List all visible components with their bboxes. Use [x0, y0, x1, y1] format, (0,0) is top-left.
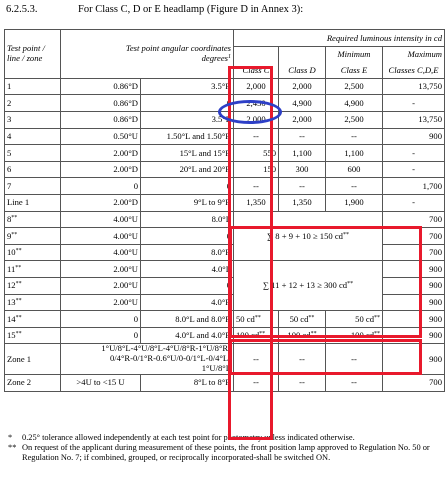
footnote-front-position-lamp — [6, 443, 442, 463]
horizontal-coordinate-cell: 4.0°L — [141, 261, 234, 278]
class-c-value — [234, 327, 279, 344]
class-c-value: -- — [234, 374, 279, 391]
header-classes-cde: Classes C,D,E — [383, 62, 445, 78]
footnote-mark: ** — [310, 331, 317, 338]
header-maximum: Maximum — [383, 46, 445, 62]
class-e-value: 1,100 — [326, 145, 383, 162]
maximum-value: 900 — [383, 128, 445, 145]
vertical-coordinate-cell: 4.00°U — [61, 211, 141, 228]
sum-formula: ∑ 11 + 12 + 13 ≥ 300 cd — [262, 280, 348, 291]
test-point-label: 8 — [7, 214, 12, 225]
class-d-value: -- — [279, 344, 326, 375]
sum-requirement-8-10 — [234, 211, 383, 261]
table-row — [5, 211, 445, 228]
test-point-cell: 6 — [5, 161, 61, 178]
luminous-intensity-table — [4, 29, 445, 392]
test-point-cell — [5, 228, 61, 245]
horizontal-coordinate-cell: 0 — [141, 178, 234, 195]
horizontal-coordinate-cell: 4.0°L and 4.0°R — [141, 327, 234, 344]
section-title: For Class C, D or E headlamp (Figure D in Annex 3): — [78, 4, 304, 15]
test-point-label: 10 — [7, 247, 16, 258]
class-d-value: 1,350 — [279, 194, 326, 211]
footnote-marker: ** — [8, 442, 17, 452]
header-minimum: Minimum — [326, 46, 383, 62]
footnote-mark: ** — [15, 314, 22, 321]
footnote-marker: * — [8, 433, 13, 442]
class-d-value: 2,000 — [279, 78, 326, 95]
class-e-value: 4,900 — [326, 95, 383, 112]
test-point-cell — [5, 211, 61, 228]
maximum-value: - — [383, 161, 445, 178]
header-required-intensity: Required luminous intensity in cd — [234, 30, 445, 47]
footnote-mark: ** — [308, 314, 315, 321]
vertical-coordinate-cell: 0.86°D — [61, 78, 141, 95]
maximum-value: - — [383, 95, 445, 112]
footnote-mark: ** — [259, 331, 266, 338]
header-coordinates-label: Test point angular coordinates — [125, 43, 231, 54]
test-point-label: 15 — [7, 330, 16, 341]
vertical-coordinate-cell: 4.00°U — [61, 228, 141, 245]
vertical-coordinate-cell: 2.00°U — [61, 294, 141, 311]
table-row — [5, 374, 445, 391]
footnote-text: On request of the applicant during measurement of these points, the front position lamp approved to Regulation No. 50 or Regulation No. 7; if combined, grouped, or reciprocally incorporated-shall be switched ON. — [22, 442, 430, 462]
footnote-mark: ** — [11, 231, 18, 238]
horizontal-coordinate-cell: 3.5°R — [141, 78, 234, 95]
class-e-value — [326, 311, 383, 328]
maximum-value: 700 — [383, 244, 445, 261]
vertical-coordinate-cell: >4U to <15 U — [61, 374, 141, 391]
vertical-coordinate-cell: 2.00°U — [61, 277, 141, 294]
table-row — [5, 327, 445, 344]
maximum-value: 700 — [383, 211, 445, 228]
test-point-cell — [5, 277, 61, 294]
sum-formula: ∑ 8 + 9 + 10 ≥ 150 cd — [267, 230, 343, 241]
maximum-value: 13,750 — [383, 78, 445, 95]
horizontal-coordinate-cell: 4.0°R — [141, 294, 234, 311]
class-e-value: -- — [326, 178, 383, 195]
class-c-value — [234, 311, 279, 328]
class-d-value — [279, 311, 326, 328]
footnote-mark: ** — [15, 264, 22, 271]
class-c-value: 1,350 — [234, 194, 279, 211]
value-text: 50 cd — [355, 313, 374, 324]
header-class-e: Class E — [326, 62, 383, 78]
table-row — [5, 194, 445, 211]
class-e-value: 600 — [326, 161, 383, 178]
test-point-cell — [5, 244, 61, 261]
test-point-cell — [5, 294, 61, 311]
class-d-value: -- — [279, 374, 326, 391]
table-row — [5, 111, 445, 128]
maximum-value: 900 — [383, 261, 445, 278]
class-c-value: 150 — [234, 161, 279, 178]
vertical-coordinate-cell: 2.00°D — [61, 145, 141, 162]
horizontal-coordinate-cell: 20°L and 20°R — [141, 161, 234, 178]
header-row-1 — [5, 30, 445, 47]
test-point-label: 12 — [7, 280, 16, 291]
horizontal-coordinate-cell: 8.0°L — [141, 211, 234, 228]
footnote-mark: ** — [11, 215, 18, 222]
table-row — [5, 261, 445, 278]
maximum-value: 13,750 — [383, 111, 445, 128]
horizontal-coordinate-cell: 0 — [141, 95, 234, 112]
class-c-value: 2,450 — [234, 95, 279, 112]
class-d-value — [279, 327, 326, 344]
value-text: 50 cd — [289, 313, 309, 324]
class-e-value: 2,500 — [326, 111, 383, 128]
value-text: 100 cd — [236, 330, 260, 341]
vertical-coordinate-cell: 0.86°D — [61, 111, 141, 128]
vertical-coordinate-cell: 2.00°D — [61, 161, 141, 178]
footnote-tolerance — [6, 433, 442, 443]
maximum-value: - — [383, 145, 445, 162]
value-text: 50 cd — [236, 313, 255, 324]
test-point-label: 13 — [7, 297, 16, 307]
table-row — [5, 145, 445, 162]
class-e-value — [326, 327, 383, 344]
table-row — [5, 161, 445, 178]
class-e-value: -- — [326, 128, 383, 145]
class-e-value: 2,500 — [326, 78, 383, 95]
horizontal-coordinate-cell: 8.0°R — [141, 244, 234, 261]
table-row — [5, 344, 445, 375]
class-d-value: 2,000 — [279, 111, 326, 128]
horizontal-coordinate-cell: 15°L and 15°R — [141, 145, 234, 162]
value-text: 100 cd — [287, 330, 311, 341]
footnote-mark: ** — [254, 314, 261, 321]
table-row — [5, 128, 445, 145]
header-class-d: Class D — [279, 62, 326, 78]
header-degrees-footnote-mark: 1 — [228, 53, 231, 60]
footnote-text: 0.25° tolerance allowed independently at each test point for photometry unless indicated otherwise. — [22, 433, 355, 442]
footnote-mark: ** — [342, 231, 349, 238]
maximum-value: 900 — [383, 344, 445, 375]
test-point-cell: 7 — [5, 178, 61, 195]
class-e-value: -- — [326, 344, 383, 375]
table-row — [5, 311, 445, 328]
section-heading — [6, 4, 303, 15]
maximum-value: 700 — [383, 374, 445, 391]
test-point-cell — [5, 327, 61, 344]
maximum-value: 900 — [383, 327, 445, 344]
maximum-value: 900 — [383, 311, 445, 328]
maximum-value: - — [383, 194, 445, 211]
vertical-coordinate-cell: 0.50°U — [61, 128, 141, 145]
test-point-label: 11 — [7, 263, 16, 274]
vertical-coordinate-cell: 0.86°D — [61, 95, 141, 112]
footnote-mark: ** — [347, 281, 354, 288]
value-text: 100 cd — [350, 330, 374, 341]
test-point-cell: 5 — [5, 145, 61, 162]
vertical-coordinate-cell: 0 — [61, 311, 141, 328]
class-c-value: 2,000 — [234, 111, 279, 128]
maximum-value: 900 — [383, 277, 445, 294]
vertical-coordinate-cell: 0 — [61, 178, 141, 195]
vertical-coordinate-cell: 2.00°D — [61, 194, 141, 211]
horizontal-coordinate-cell: 1.50°L and 1.50°R — [141, 128, 234, 145]
class-c-value: 2,000 — [234, 78, 279, 95]
table-row — [5, 95, 445, 112]
class-c-value: -- — [234, 344, 279, 375]
horizontal-coordinate-cell: 0 — [141, 228, 234, 245]
header-class-c: Class C — [234, 62, 279, 78]
maximum-value: 900 — [383, 294, 445, 311]
maximum-value: 700 — [383, 228, 445, 245]
class-c-value: -- — [234, 178, 279, 195]
horizontal-coordinate-cell: 8.0°L and 8.0°R — [141, 311, 234, 328]
test-point-cell: Zone 2 — [5, 374, 61, 391]
vertical-coordinate-cell: 4.00°U — [61, 244, 141, 261]
class-d-value: -- — [279, 128, 326, 145]
test-point-cell: 2 — [5, 95, 61, 112]
test-point-cell: 3 — [5, 111, 61, 128]
class-d-value: -- — [279, 178, 326, 195]
footnote-mark: ** — [374, 331, 380, 338]
footnote-mark: ** — [15, 298, 22, 304]
maximum-value: 1,700 — [383, 178, 445, 195]
section-number: 6.2.5.3. — [6, 4, 38, 15]
class-e-value: 1,900 — [326, 194, 383, 211]
class-d-value: 1,100 — [279, 145, 326, 162]
sum-requirement-11-13 — [234, 261, 383, 311]
test-point-cell — [5, 261, 61, 278]
class-d-value: 4,900 — [279, 95, 326, 112]
test-point-label: 9 — [7, 230, 12, 241]
test-point-cell: 4 — [5, 128, 61, 145]
test-point-cell: Zone 1 — [5, 344, 61, 375]
footnotes — [6, 433, 442, 463]
test-point-label: 14 — [7, 313, 16, 324]
test-point-cell — [5, 311, 61, 328]
class-e-value: -- — [326, 374, 383, 391]
test-point-cell: Line 1 — [5, 194, 61, 211]
class-d-value: 300 — [279, 161, 326, 178]
vertical-coordinate-cell: 0 — [61, 327, 141, 344]
table-row — [5, 78, 445, 95]
footnote-mark: ** — [15, 331, 22, 338]
vertical-coordinate-cell: 2.00°U — [61, 261, 141, 278]
footnote-mark: ** — [374, 314, 380, 321]
header-degrees-label: degrees — [201, 52, 228, 63]
horizontal-coordinate-cell: 0 — [141, 277, 234, 294]
class-c-value: 550 — [234, 145, 279, 162]
footnote-mark: ** — [15, 281, 22, 288]
header-test-point: Test point / line / zone — [5, 30, 61, 79]
horizontal-coordinate-cell: 9°L to 9°R — [141, 194, 234, 211]
test-point-cell: 1 — [5, 78, 61, 95]
horizontal-coordinate-cell: 3.5°L — [141, 111, 234, 128]
horizontal-coordinate-cell: 8°L to 8°R — [141, 374, 234, 391]
footnote-mark: ** — [15, 248, 22, 255]
zone-coordinate-cell: 1°U/8°L-4°U/8°L-4°U/8°R-1°U/8°R-0/4°R-0/1°R-0.6°U/0-0/1°L-0/4°L-1°U/8°L — [61, 344, 234, 375]
header-angular-coordinates — [61, 30, 234, 79]
table-row — [5, 178, 445, 195]
class-c-value: -- — [234, 128, 279, 145]
